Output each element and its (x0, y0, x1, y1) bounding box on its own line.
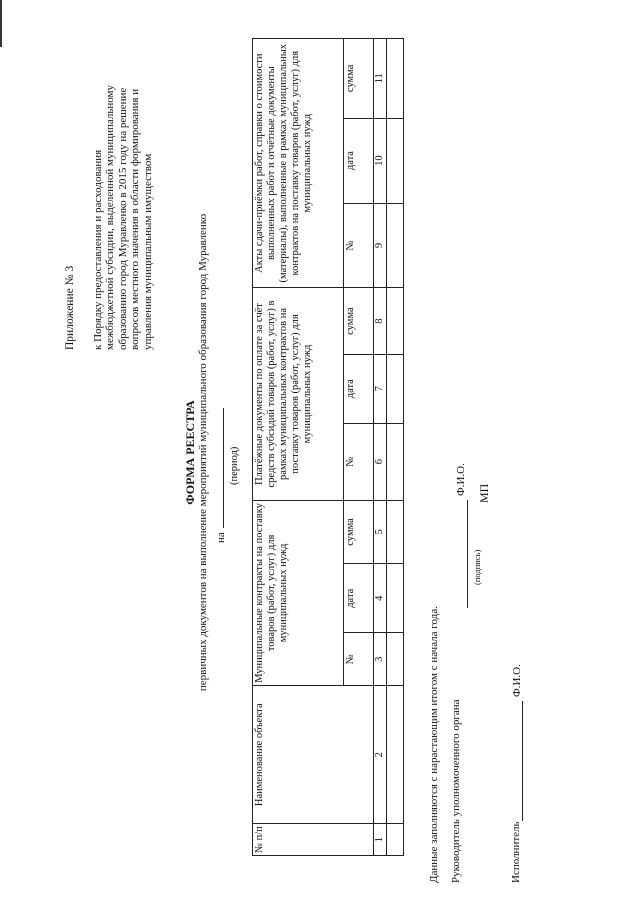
column-number: 5 (374, 500, 387, 564)
header-acts: Акты сдачи-приёмки работ, справки о стоимости выполненных работ и отчётные документы (материалы), выполненные в рамках муниципальных контрактов на поставку товаров (работ, услуг) для муниципальных нужд (253, 39, 344, 288)
subheader-sum: сумма (344, 39, 374, 119)
form-subtitle: первичных документов на выполнение мероприятий муниципального образования город Муравленко (197, 213, 209, 692)
appendix-line: к Порядку предоставления и расходования (92, 149, 104, 350)
column-number: 6 (374, 423, 387, 500)
appendix-line: управления муниципальным имуществом (141, 153, 154, 350)
header-num: № п/п (253, 824, 374, 856)
table-cell (387, 118, 404, 203)
executor-label: Исполнитель (510, 821, 522, 883)
table-cell (387, 423, 404, 500)
fill-note: Данные заполняются с нарастающим итогом с начала года. (428, 606, 440, 883)
signature-hint: (подпись) (472, 549, 482, 585)
table-cell (387, 39, 404, 119)
period-blank-line (213, 408, 224, 528)
executor-signature-line (522, 701, 523, 821)
period-hint: (период) (229, 446, 240, 485)
column-number: 7 (374, 354, 387, 423)
scan-edge-line (0, 0, 2, 47)
subheader-no: № (344, 203, 374, 288)
subheader-date: дата (344, 118, 374, 203)
column-number: 2 (374, 686, 387, 824)
table-cell (387, 354, 404, 423)
appendix-line: образованию город Муравленко в 2015 году на решение (116, 87, 129, 350)
subheader-sum: сумма (344, 500, 374, 564)
subheader-no: № (344, 633, 374, 686)
column-number: 4 (374, 564, 387, 633)
subheader-sum: сумма (344, 288, 374, 354)
appendix-title: Приложение № 3 (64, 265, 76, 350)
stamp-place: МП (477, 483, 491, 503)
table-cell (387, 824, 404, 856)
column-number: 9 (374, 203, 387, 288)
table-cell (387, 686, 404, 824)
head-signature-line (467, 500, 468, 608)
header-payments: Платёжные документы по оплате за счёт средств субсидий товаров (работ, услуг) в рамках муниципальных контрактов на поставку товаров (работ, услуг) для муниципальных нужд (253, 288, 344, 500)
table-cell (387, 633, 404, 686)
column-number: 1 (374, 824, 387, 856)
table-row (387, 39, 404, 856)
column-number: 3 (374, 633, 387, 686)
table-cell (387, 500, 404, 564)
header-contracts: Муниципальные контракты на поставку товаров (работ, услуг) для муниципальных нужд (253, 500, 344, 686)
subheader-date: дата (344, 564, 374, 633)
subheader-no: № (344, 423, 374, 500)
column-number: 8 (374, 288, 387, 354)
column-number: 11 (374, 39, 387, 119)
appendix-line: вопросов местного значения в области формирования и (129, 88, 142, 350)
table-cell (387, 288, 404, 354)
form-title: ФОРМА РЕЕСТРА (183, 400, 197, 505)
column-number: 10 (374, 118, 387, 203)
appendix-text (92, 10, 154, 350)
table-cell (387, 564, 404, 633)
period-prefix: на (215, 532, 227, 543)
appendix-line: межбюджетной субсидии, выделенной муниципальному (104, 84, 117, 350)
subheader-date: дата (344, 354, 374, 423)
executor-fio: Ф.И.О. (511, 664, 523, 697)
period-row (213, 408, 228, 543)
table-cell (387, 203, 404, 288)
registry-table (252, 38, 404, 856)
head-fio: Ф.И.О. (455, 463, 467, 496)
header-object: Наименование объекта (253, 686, 374, 824)
head-label: Руководитель уполномоченного органа (450, 699, 462, 883)
